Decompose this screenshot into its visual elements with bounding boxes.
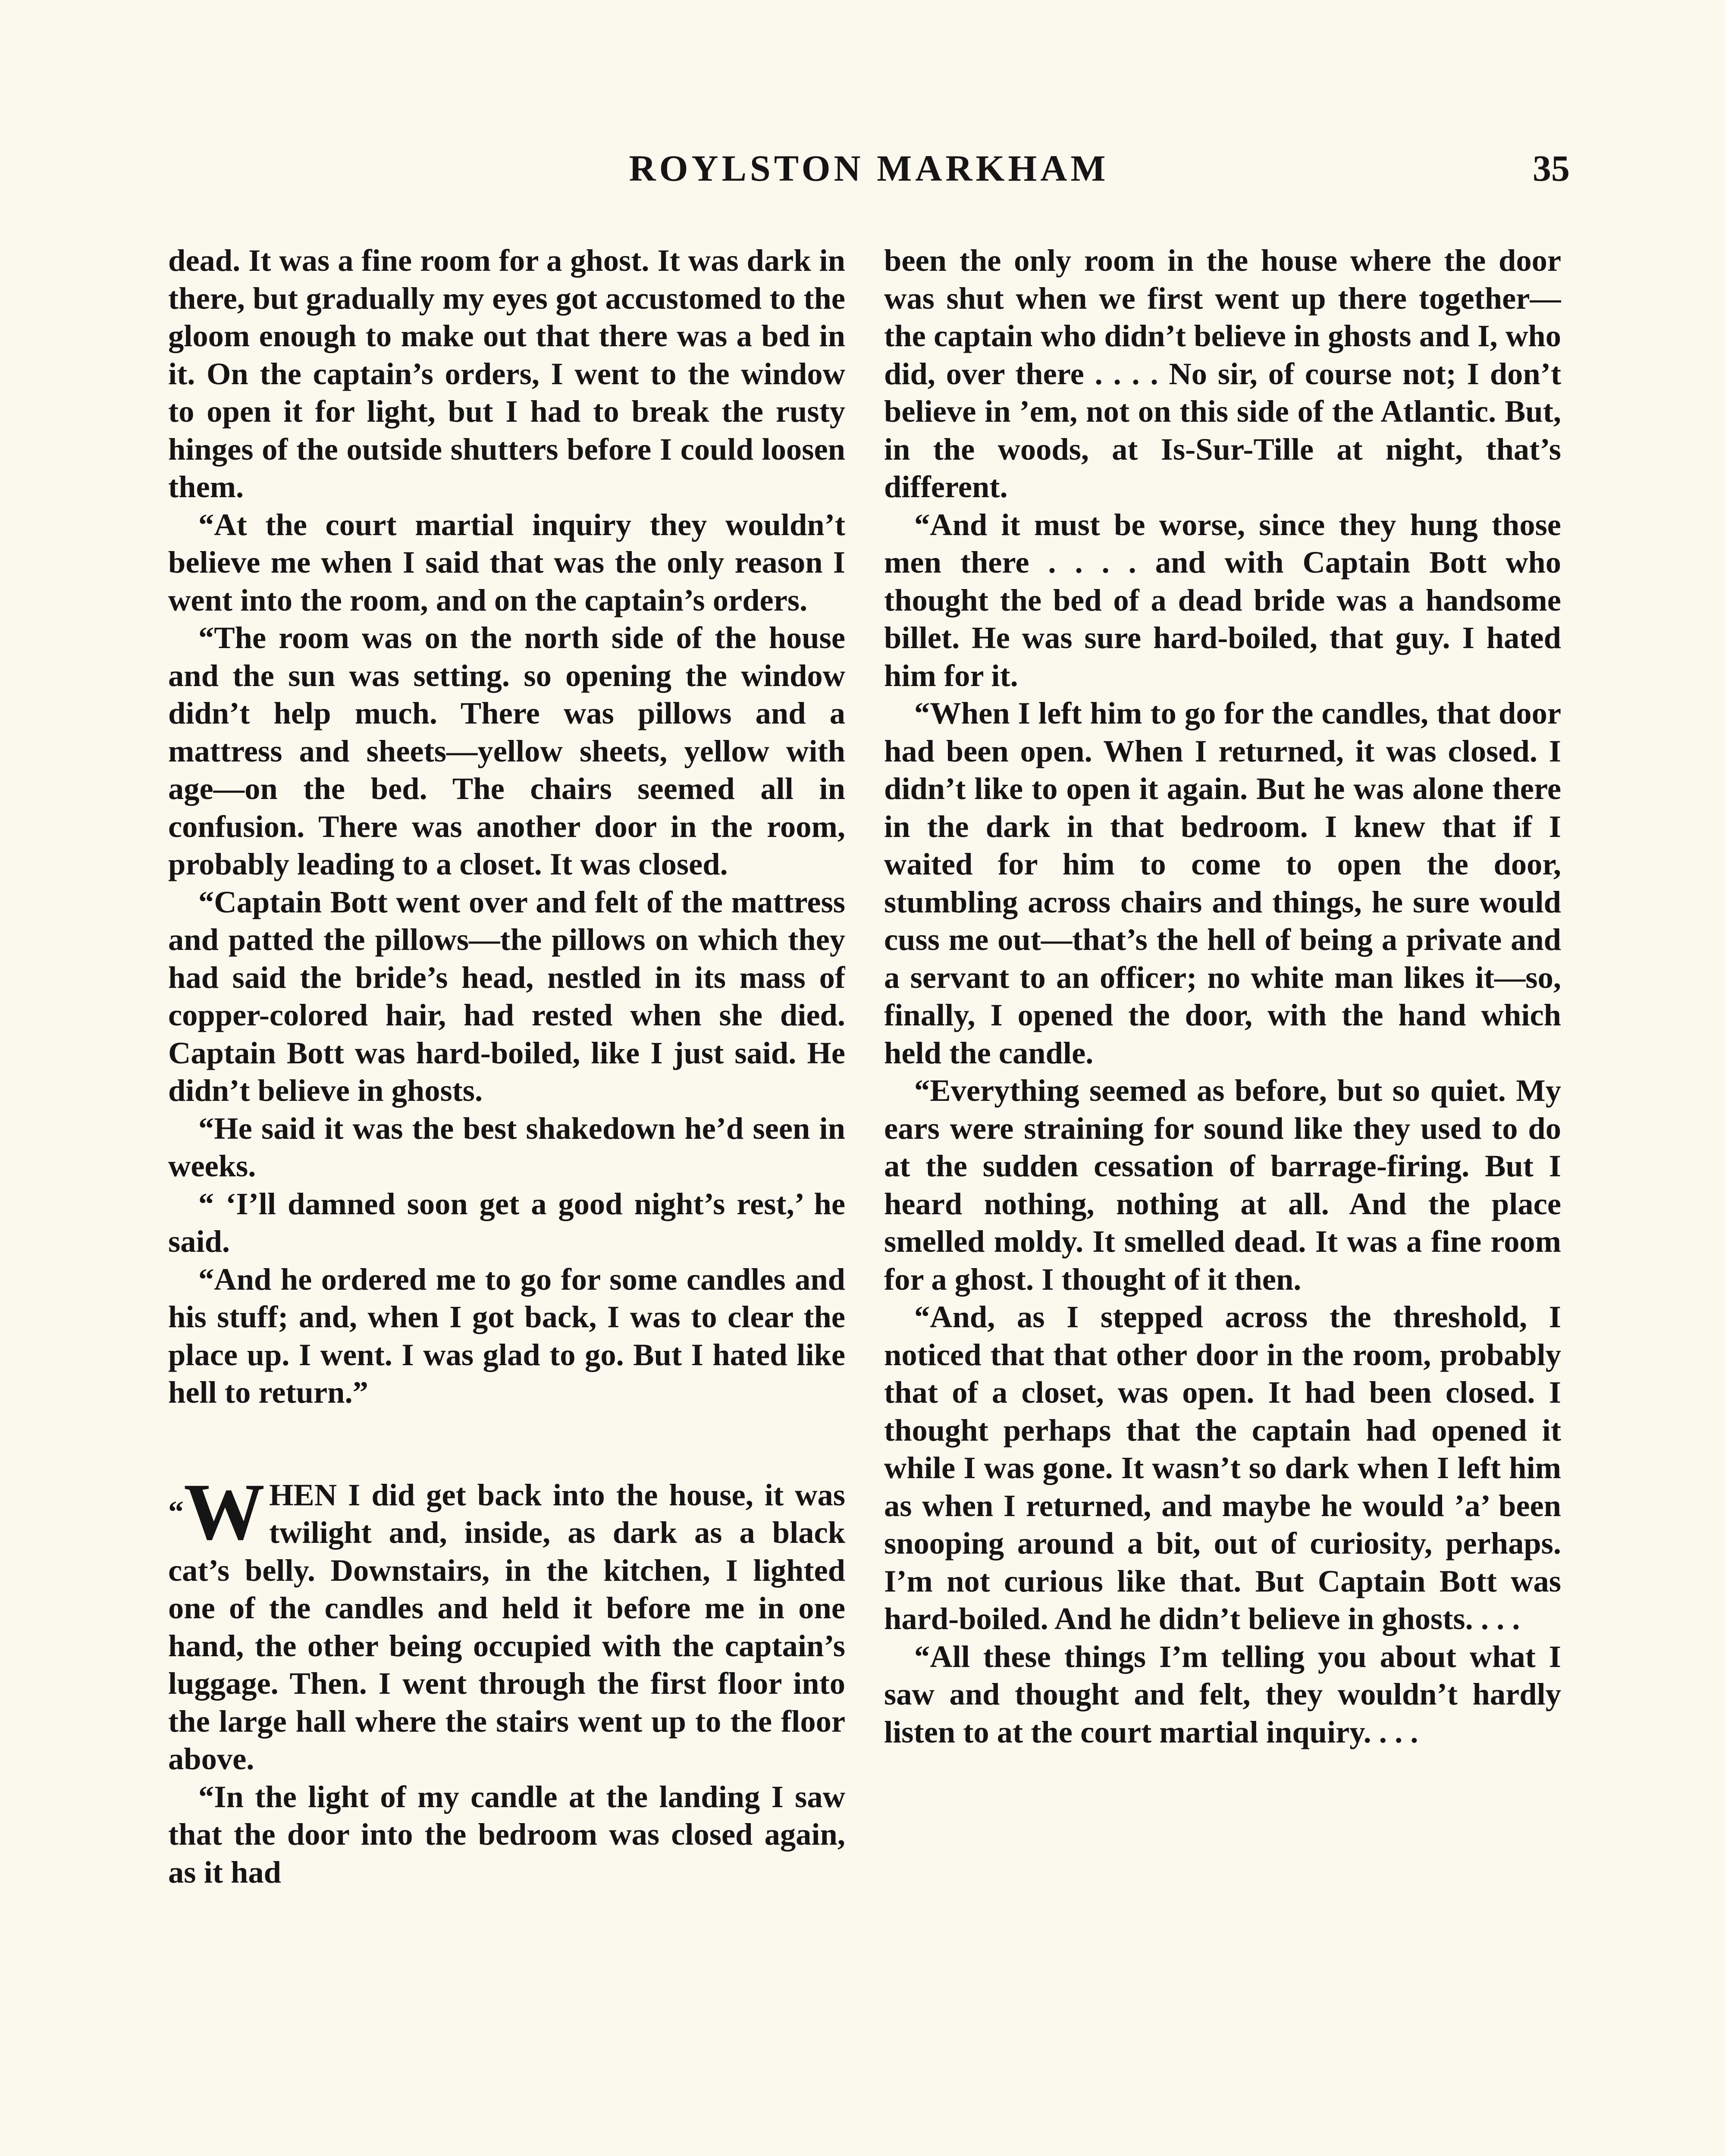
paragraph: “And, as I stepped across the threshold, I noticed that that other door in the room, probably that of a closet, was open. It had been closed. I thought perhaps that the captain had opened it while I was gone. It wasn’t so dark when I left him as when I returned, and maybe he would ’a’ been snooping around a bit, out of curiosity, perhaps. I’m not curious like that. But Captain Bott was hard-boiled. And he didn’t believe in ghosts. . . . [884,1299,1561,1636]
running-head: ROYLSTON MARKHAM [629,147,1109,189]
drop-cap-letter: W [184,1466,265,1557]
drop-cap-quote: “ [168,1494,184,1529]
paragraph: “When I left him to go for the candles, that door had been open. When I returned, it was closed. I didn’t like to open it again. But he was alone there in the dark in that bedroom. I knew that if I waited for him to come to open the door, stumbling across chairs and things, he sure would cuss me out—that’s the hell of being a private and a servant to an officer; no white man likes it—so, finally, I opened the door, with the hand which held the candle. [884,696,1561,1070]
left-column [168,241,845,2156]
right-column [884,241,1561,2156]
paragraph: “Everything seemed as before, but so quiet. My ears were straining for sound like they used to do at the sudden cessation of barrage-firing. But I heard nothing, nothing at all. And the place smelled moldy. It smelled dead. It was a fine room for a ghost. I thought of it then. [884,1073,1561,1297]
paragraph-text: HEN I did get back into the house, it was twilight and, inside, as dark as a black cat’s belly. Downstairs, in the kitchen, I lighted one of the candles and held it before me in one hand, the other being occupied with the captain’s luggage. Then. I went through the first floor into the large hall where the stairs went up to the floor above. [168,1477,845,1776]
paragraph: “He said it was the best shakedown he’d seen in weeks. [168,1110,845,1183]
paragraph: “At the court martial inquiry they wouldn’t believe me when I said that was the only reason I went into the room, and on the captain’s orders. [168,507,845,617]
paragraph: “In the light of my candle at the landing I saw that the door into the bedroom was closed again, as it had [168,1779,845,1890]
section-start-paragraph [168,1466,845,1778]
drop-cap [168,1466,269,1557]
page-number: 35 [1533,147,1570,189]
page-header [168,147,1570,207]
paragraph: “Captain Bott went over and felt of the mattress and patted the pillows—the pillows on which they had said the bride’s head, nestled in its mass of copper-colored hair, had rested when she died. Captain Bott was hard-boiled, like I just said. He didn’t believe in ghosts. [168,884,845,1108]
paragraph: “ ‘I’ll damned soon get a good night’s rest,’ he said. [168,1186,845,1259]
paragraph: “And he ordered me to go for some candles and his stuff; and, when I got back, I was to clear the place up. I went. I was glad to go. But I hated like hell to return.” [168,1261,845,1410]
paragraph: “All these things I’m telling you about what I saw and thought and felt, they wouldn’t hardly listen to at the court martial inquiry. . . . [884,1639,1561,1749]
paragraph: dead. It was a fine room for a ghost. It was dark in there, but gradually my eyes got accustomed to the gloom enough to make out that there was a bed in it. On the captain’s orders, I went to the window to open it for light, but I had to break the rusty hinges of the outside shutters before I could loosen them. [168,243,845,504]
paragraph: “And it must be worse, since they hung those men there . . . . and with Captain Bott who thought the bed of a dead bride was a handsome billet. He was sure hard-boiled, that guy. I hated him for it. [884,507,1561,693]
paragraph: “The room was on the north side of the house and the sun was setting. so opening the window didn’t help much. There was pillows and a mattress and sheets—yellow sheets, yellow with age—on the bed. The chairs seemed all in confusion. There was another door in the room, probably leading to a closet. It was closed. [168,620,845,881]
paragraph: been the only room in the house where the door was shut when we first went up there together—the captain who didn’t believe in ghosts and I, who did, over there . . . . No sir, of course not; I don’t believe in ’em, not on this side of the Atlantic. But, in the woods, at Is-Sur-Tille at night, that’s different. [884,243,1561,504]
